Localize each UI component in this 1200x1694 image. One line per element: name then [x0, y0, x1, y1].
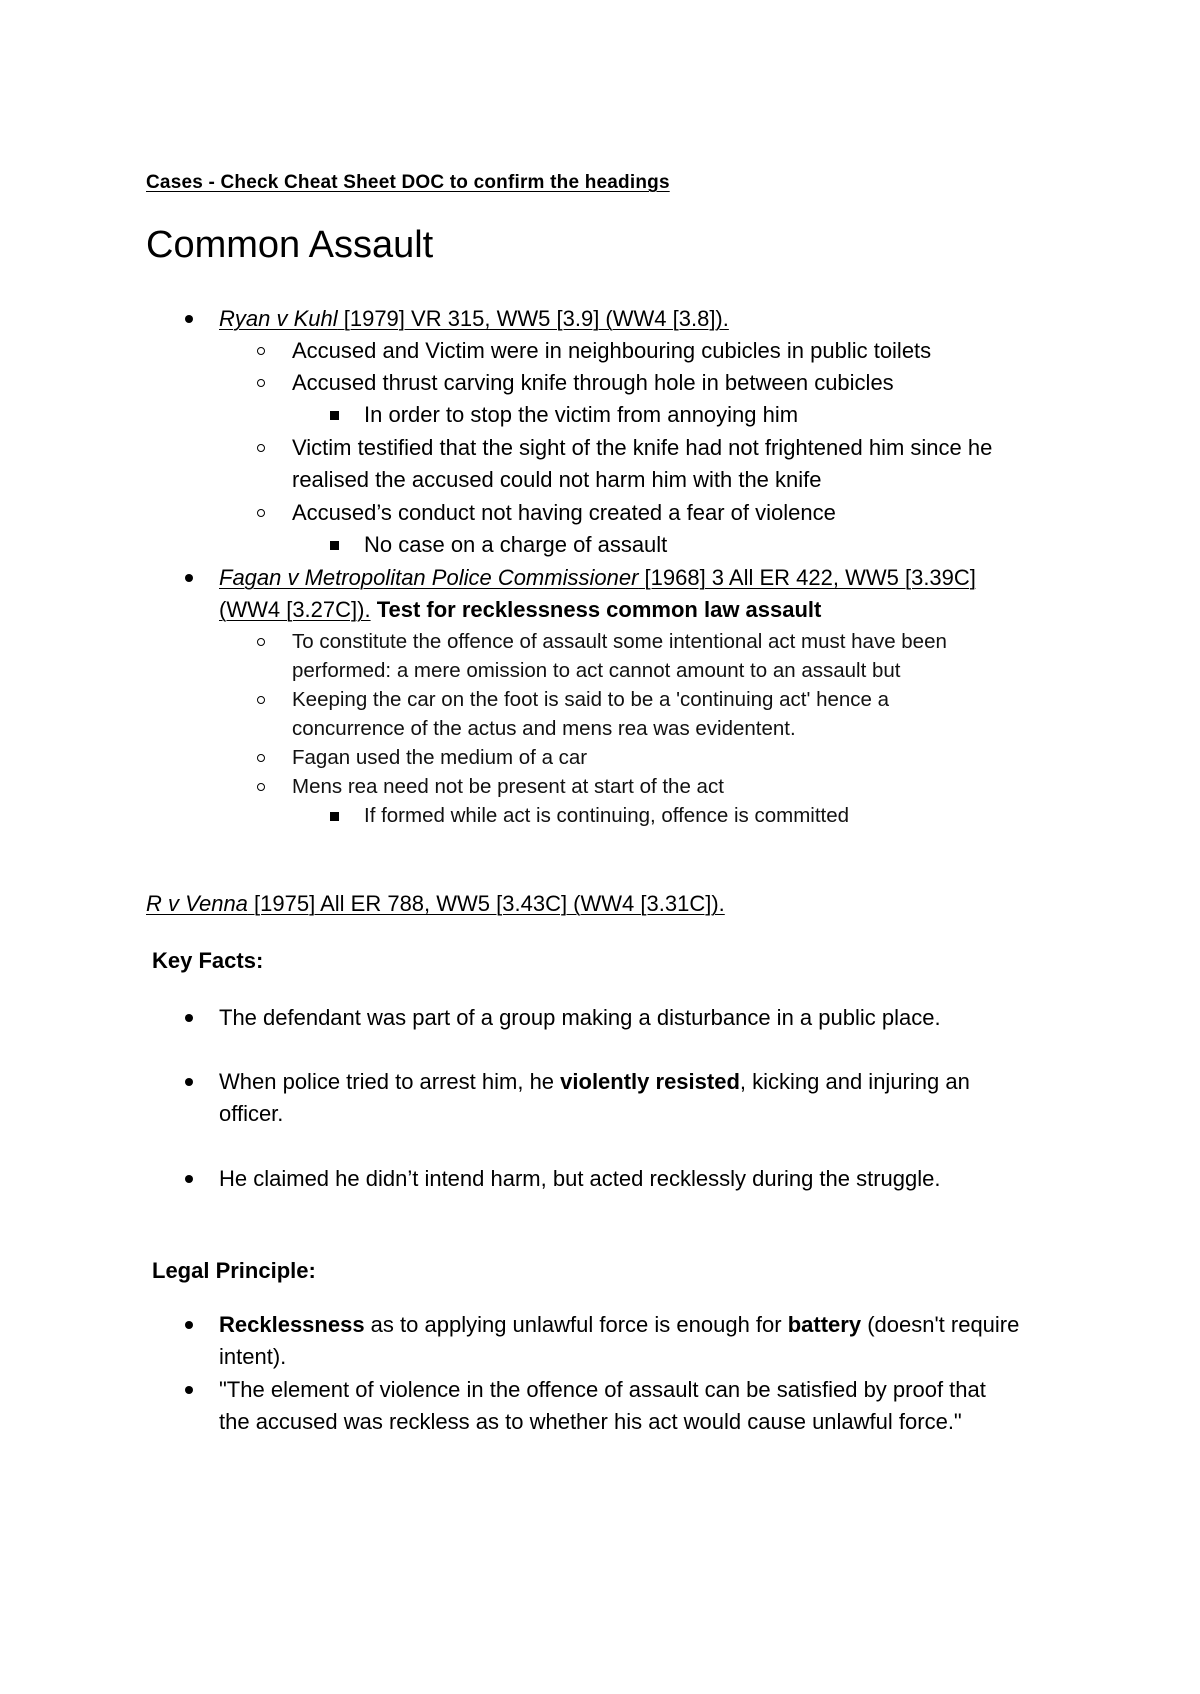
list-item: If formed while act is continuing, offence is committed — [364, 804, 850, 827]
text-run-bold: violently resisted — [560, 1069, 740, 1094]
bullet-icon — [185, 574, 193, 582]
list-item-continuation: performed: a mere omission to act cannot amount to an assault but — [292, 659, 901, 682]
list-item: The defendant was part of a group making a disturbance in a public place. — [219, 1005, 941, 1030]
circle-bullet-icon — [257, 347, 265, 355]
square-bullet-icon — [330, 812, 339, 821]
case-cite: (WW4 [3.27C]). — [219, 597, 371, 622]
circle-bullet-icon — [257, 509, 265, 517]
case-name: Fagan v Metropolitan Police Commissioner — [219, 565, 639, 590]
list-item: "The element of violence in the offence of assault can be satisfied by proof that — [219, 1377, 986, 1402]
text-run: When police tried to arrest him, he — [219, 1069, 561, 1094]
circle-bullet-icon — [257, 444, 265, 452]
list-item: Mens rea need not be present at start of the act — [292, 775, 724, 798]
bullet-icon — [185, 315, 193, 323]
bullet-icon — [185, 1014, 193, 1022]
list-item-continuation: concurrence of the actus and mens rea was evidentent. — [292, 717, 796, 740]
circle-bullet-icon — [257, 754, 265, 762]
square-bullet-icon — [330, 411, 339, 420]
list-item — [219, 1309, 1019, 1341]
bullet-icon — [185, 1386, 193, 1394]
case-name: R v Venna — [146, 891, 248, 916]
case-citation-fagan — [219, 562, 976, 594]
list-item: Accused and Victim were in neighbouring cubicles in public toilets — [292, 338, 932, 363]
list-item: Victim testified that the sight of the knife had not frightened him since he — [292, 435, 993, 460]
bullet-icon — [185, 1321, 193, 1329]
text-run: (doesn't require — [861, 1312, 1020, 1337]
legal-principle-label: Legal Principle: — [152, 1258, 316, 1283]
text-run-bold: battery — [787, 1312, 862, 1337]
case-name: Ryan v Kuhl — [219, 306, 338, 331]
circle-bullet-icon — [257, 638, 265, 646]
square-bullet-icon — [330, 541, 339, 550]
list-item-continuation: intent). — [219, 1344, 287, 1369]
case-citation-fagan-cont — [219, 594, 821, 626]
case-citation-ryan — [219, 303, 729, 335]
list-item: To constitute the offence of assault some intentional act must have been — [292, 630, 947, 653]
list-item: Keeping the car on the foot is said to be a 'continuing act' hence a — [292, 688, 890, 711]
list-item: Accused’s conduct not having created a fear of violence — [292, 500, 836, 525]
case-cite: [1968] 3 All ER 422, WW5 [3.39C] — [638, 565, 976, 590]
case-cite: [1975] All ER 788, WW5 [3.43C] (WW4 [3.31C]). — [247, 891, 725, 916]
list-item: He claimed he didn’t intend harm, but acted recklessly during the struggle. — [219, 1166, 941, 1191]
key-facts-label: Key Facts: — [152, 948, 264, 973]
list-item: In order to stop the victim from annoying him — [364, 402, 799, 427]
circle-bullet-icon — [257, 783, 265, 791]
list-item — [219, 1066, 970, 1098]
list-item-continuation: realised the accused could not harm him with the knife — [292, 467, 822, 492]
list-item-continuation: officer. — [219, 1101, 284, 1126]
list-item-continuation: the accused was reckless as to whether his act would cause unlawful force." — [219, 1409, 962, 1434]
case-citation-venna — [146, 888, 725, 920]
list-item: No case on a charge of assault — [364, 532, 668, 557]
circle-bullet-icon — [257, 696, 265, 704]
text-run-bold: Recklessness — [219, 1312, 365, 1337]
list-item: Fagan used the medium of a car — [292, 746, 588, 769]
page-title: Common Assault — [146, 224, 434, 266]
case-cite: [1979] VR 315, WW5 [3.9] (WW4 [3.8]). — [337, 306, 729, 331]
list-item: Accused thrust carving knife through hole in between cubicles — [292, 370, 894, 395]
text-run: , kicking and injuring an — [739, 1069, 970, 1094]
top-heading: Cases - Check Cheat Sheet DOC to confirm the headings — [146, 172, 670, 193]
bullet-icon — [185, 1078, 193, 1086]
text-run: as to applying unlawful force is enough for — [364, 1312, 788, 1337]
case-test: Test for recklessness common law assault — [370, 597, 822, 622]
bullet-icon — [185, 1175, 193, 1183]
circle-bullet-icon — [257, 379, 265, 387]
